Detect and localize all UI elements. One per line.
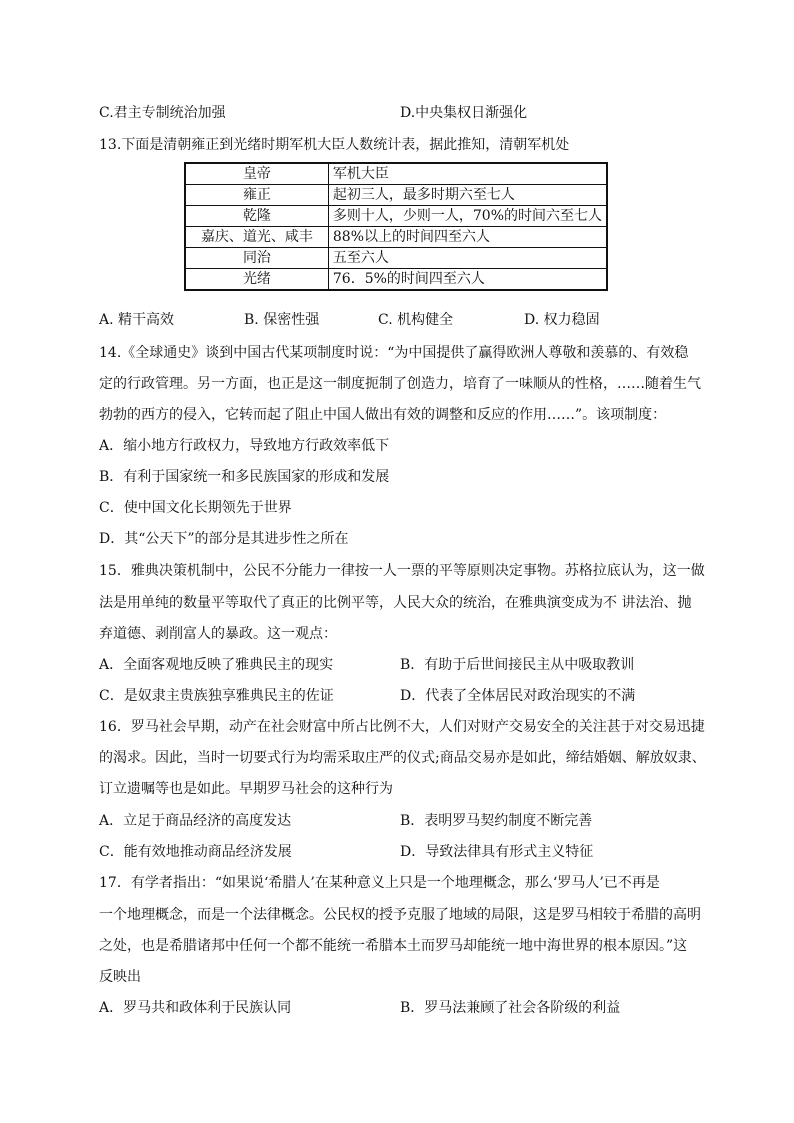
q13-option-b: B. 保密性强 <box>244 312 320 328</box>
table-row <box>185 269 607 291</box>
q17-stem-line4: 反映出 <box>99 969 141 985</box>
q17-option-a: A．罗马共和政体利于民族认同 <box>99 1000 292 1016</box>
q13-option-c: C. 机构健全 <box>378 312 454 328</box>
table-cell-ministers: 五至六人 <box>328 248 607 269</box>
q14-option-b: B．有利于国家统一和多民族国家的形成和发展 <box>99 469 390 485</box>
table-cell-emperor: 嘉庆、道光、咸丰 <box>185 227 328 248</box>
q15-option-a: A．全面客观地反映了雅典民主的现实 <box>99 657 334 673</box>
table-row <box>185 248 607 269</box>
q16-stem-line3: 订立遗嘱等也是如此。早期罗马社会的这种行为 <box>99 781 393 797</box>
q15-option-d: D．代表了全体居民对政治现实的不满 <box>400 688 636 704</box>
q14-option-c: C．使中国文化长期领先于世界 <box>99 500 292 516</box>
table-row <box>185 206 607 227</box>
q15-option-b: B．有助于后世间接民主从中吸取教训 <box>400 657 635 673</box>
table-cell-emperor: 乾隆 <box>185 206 328 227</box>
table-header-row <box>185 163 607 185</box>
table-cell-ministers: 多则十人，少则一人，70%的时间六至七人 <box>328 206 607 227</box>
q14-stem-line3: 勃勃的西方的侵入，它转而起了阻止中国人做出有效的调整和反应的作用……”。该项制度： <box>99 407 667 423</box>
table-header-cell: 军机大臣 <box>328 163 607 185</box>
q17-stem-line1: 17．有学者指出：“如果说‘希腊人’在某种意义上只是一个地理概念，那么‘罗马人’已不再是 <box>99 875 660 891</box>
q14-stem-line2: 定的行政管理。另一方面，也正是这一制度扼制了创造力，培育了一味顺从的性格，……随着生气 <box>99 376 701 392</box>
table-row <box>185 185 607 206</box>
q17-stem-line2: 一个地理概念，而是一个法律概念。公民权的授予克服了地域的局限，这是罗马相较于希腊的高明 <box>99 907 701 923</box>
table-cell-emperor: 雍正 <box>185 185 328 206</box>
table-row <box>185 227 607 248</box>
q14-option-a: A．缩小地方行政权力，导致地方行政效率低下 <box>99 438 390 454</box>
military-council-table <box>184 162 608 291</box>
q15-stem-line2: 法是用单纯的数量平等取代了真正的比例平等，人民大众的统治，在雅典演变成为不 讲法治、抛 <box>99 595 692 611</box>
table-cell-emperor: 同治 <box>185 248 328 269</box>
q16-option-b: B．表明罗马契约制度不断完善 <box>400 813 593 829</box>
q17-option-b: B．罗马法兼顾了社会各阶级的利益 <box>400 1000 621 1016</box>
q17-stem-line3: 之处，也是希腊诸邦中任何一个都不能统一希腊本土而罗马却能统一地中海世界的根本原因。”这 <box>99 938 688 954</box>
table-header-cell: 皇帝 <box>185 163 328 185</box>
q16-option-d: D．导致法律具有形式主义特征 <box>400 844 594 860</box>
table-cell-ministers: 76．5%的时间四至六人 <box>328 269 607 291</box>
q12-option-d: D.中央集权日渐强化 <box>400 105 528 121</box>
q13-stem: 13.下面是清朝雍正到光绪时期军机大臣人数统计表，据此推知，清朝军机处 <box>99 137 570 153</box>
q16-option-c: C．能有效地推动商品经济发展 <box>99 844 292 860</box>
q16-option-a: A．立足于商品经济的高度发达 <box>99 813 292 829</box>
q16-stem-line1: 16．罗马社会早期，动产在社会财富中所占比例不大，人们对财产交易安全的关注甚于对交易迅捷 <box>99 719 705 735</box>
q15-option-c: C．是奴隶主贵族独享雅典民主的佐证 <box>99 688 334 704</box>
q13-option-a: A. 精干高效 <box>99 312 175 328</box>
q12-option-c: C.君主专制统治加强 <box>99 105 226 121</box>
q13-option-d: D. 权力稳固 <box>524 312 600 328</box>
q14-option-d: D．其“公天下”的部分是其进步性之所在 <box>99 531 349 547</box>
q15-stem-line1: 15．雅典决策机制中，公民不分能力一律按一人一票的平等原则决定事物。苏格拉底认为，这一做 <box>99 563 705 579</box>
q14-stem-line1: 14.《全球通史》谈到中国古代某项制度时说：“为中国提供了赢得欧洲人尊敬和羡慕的、有效稳 <box>99 345 689 361</box>
table-cell-ministers: 88%以上的时间四至六人 <box>328 227 607 248</box>
table-cell-emperor: 光绪 <box>185 269 328 291</box>
q16-stem-line2: 的渴求。因此，当时一切要式行为均需采取庄严的仪式;商品交易亦是如此，缔结婚姻、解放奴隶、 <box>99 750 706 766</box>
table-cell-ministers: 起初三人，最多时期六至七人 <box>328 185 607 206</box>
q15-stem-line3: 弃道德、剥削富人的暴政。这一观点： <box>99 626 337 642</box>
